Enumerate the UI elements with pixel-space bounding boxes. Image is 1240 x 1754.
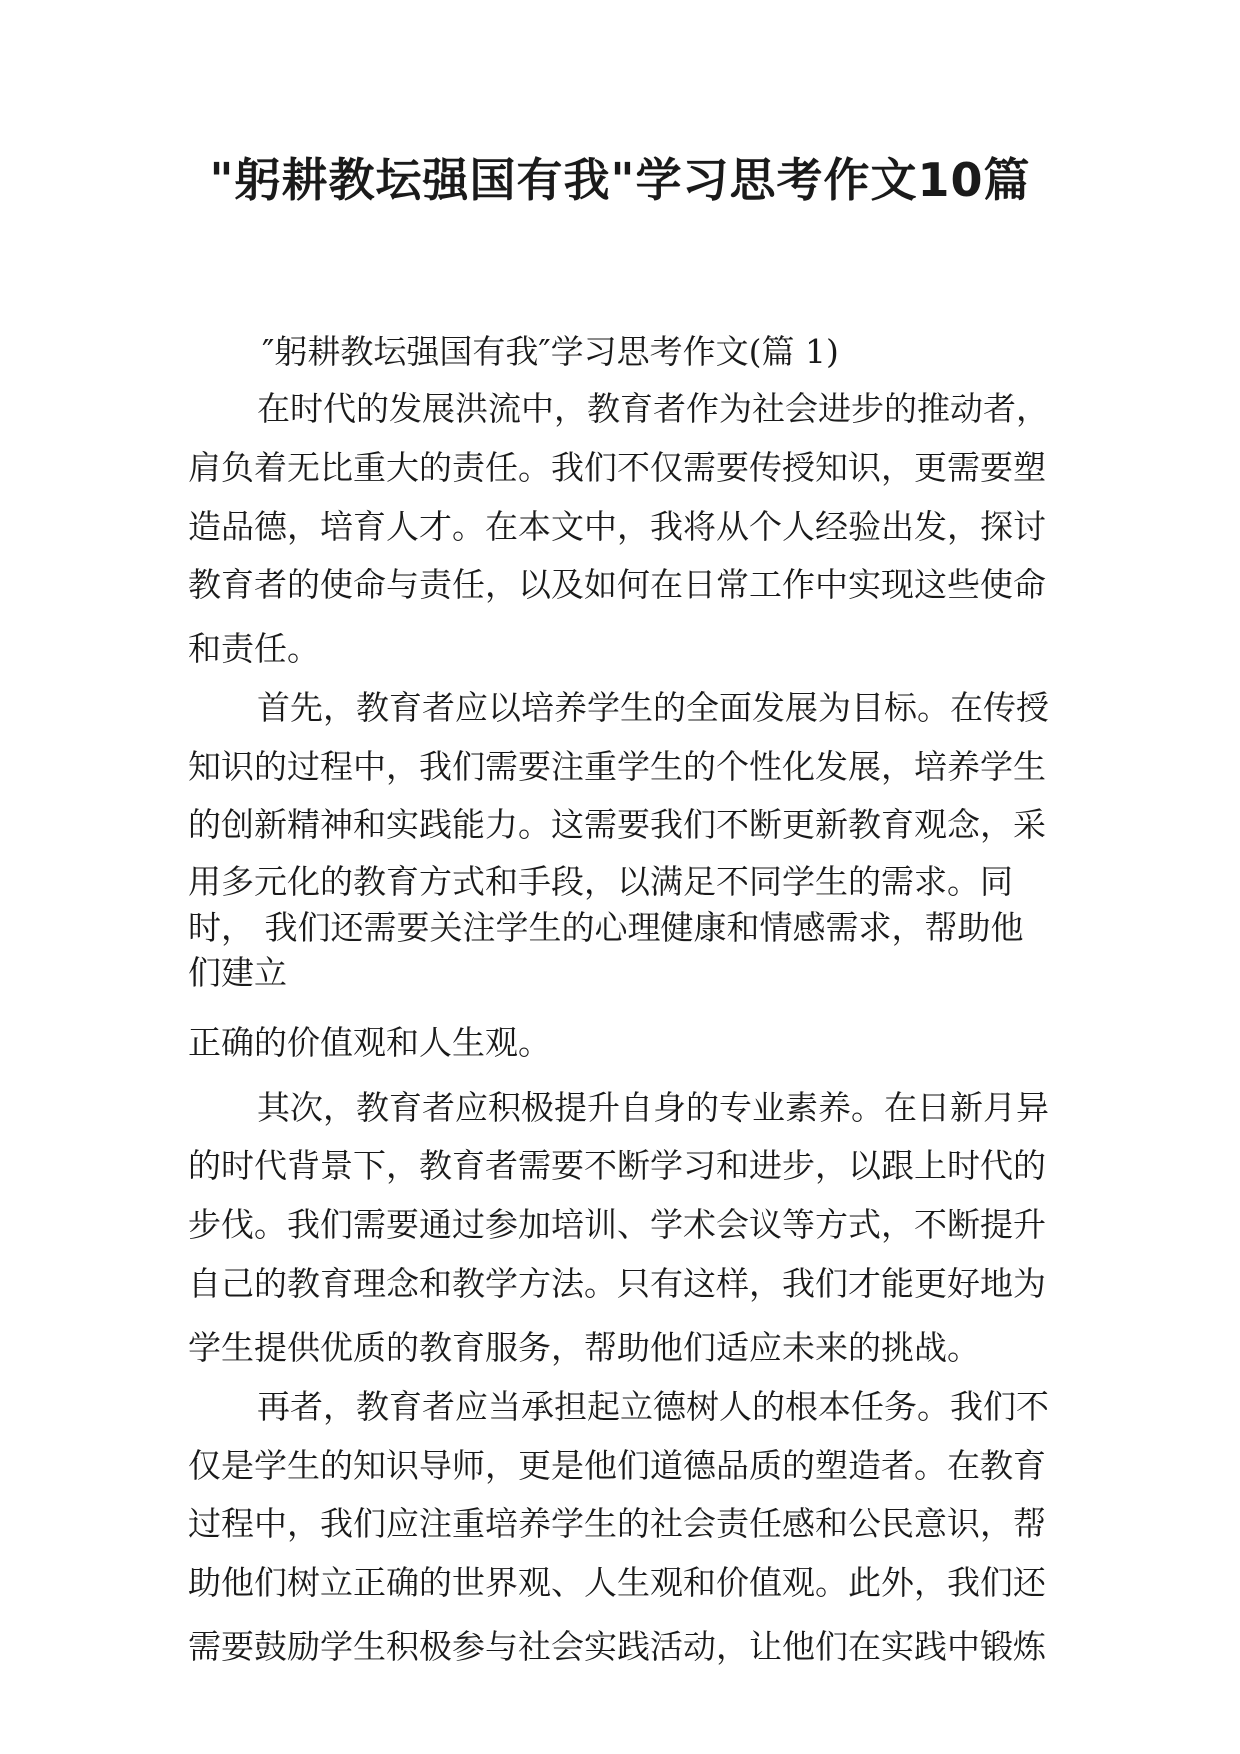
text-line: 的时代背景下，教育者需要不断学习和进步，以跟上时代的 — [188, 1146, 1046, 1185]
text-line: 的创新精神和实践能力。这需要我们不断更新教育观念，采 — [188, 805, 1046, 844]
section-heading: ″躬耕教坛强国有我″学习思考作文(篇 1) — [262, 332, 839, 371]
text-line: 需要鼓励学生积极参与社会实践活动，让他们在实践中锻炼 — [188, 1627, 1046, 1666]
text-line: 时， 我们还需要关注学生的心理健康和情感需求，帮助他 — [188, 908, 1024, 947]
text-line: 过程中，我们应注重培养学生的社会责任感和公民意识，帮 — [188, 1504, 1046, 1543]
text-line: 在时代的发展洪流中，教育者作为社会进步的推动者， — [257, 389, 1049, 428]
text-line: 再者，教育者应当承担起立德树人的根本任务。我们不 — [257, 1387, 1049, 1426]
text-line: 步伐。我们需要通过参加培训、学术会议等方式，不断提升 — [188, 1205, 1046, 1244]
text-line: 和责任。 — [188, 629, 320, 668]
text-line: 正确的价值观和人生观。 — [188, 1023, 551, 1062]
text-line: 首先，教育者应以培养学生的全面发展为目标。在传授 — [257, 688, 1049, 727]
text-line: 们建立 — [188, 953, 287, 992]
text-line: 知识的过程中，我们需要注重学生的个性化发展，培养学生 — [188, 747, 1046, 786]
document-title: "躬耕教坛强国有我"学习思考作文10篇 — [209, 153, 1031, 207]
text-line: 用多元化的教育方式和手段，以满足不同学生的需求。同 — [188, 862, 1013, 901]
text-line: 肩负着无比重大的责任。我们不仅需要传授知识，更需要塑 — [188, 448, 1046, 487]
text-line: 造品德，培育人才。在本文中，我将从个人经验出发，探讨 — [188, 507, 1046, 546]
text-line: 自己的教育理念和教学方法。只有这样，我们才能更好地为 — [188, 1264, 1046, 1303]
text-line: 其次，教育者应积极提升自身的专业素养。在日新月异 — [257, 1088, 1049, 1127]
text-line: 助他们树立正确的世界观、人生观和价值观。此外，我们还 — [188, 1563, 1046, 1602]
text-line: 仅是学生的知识导师，更是他们道德品质的塑造者。在教育 — [188, 1446, 1046, 1485]
text-line: 学生提供优质的教育服务，帮助他们适应未来的挑战。 — [188, 1328, 980, 1367]
text-line: 教育者的使命与责任，以及如何在日常工作中实现这些使命 — [188, 565, 1046, 604]
